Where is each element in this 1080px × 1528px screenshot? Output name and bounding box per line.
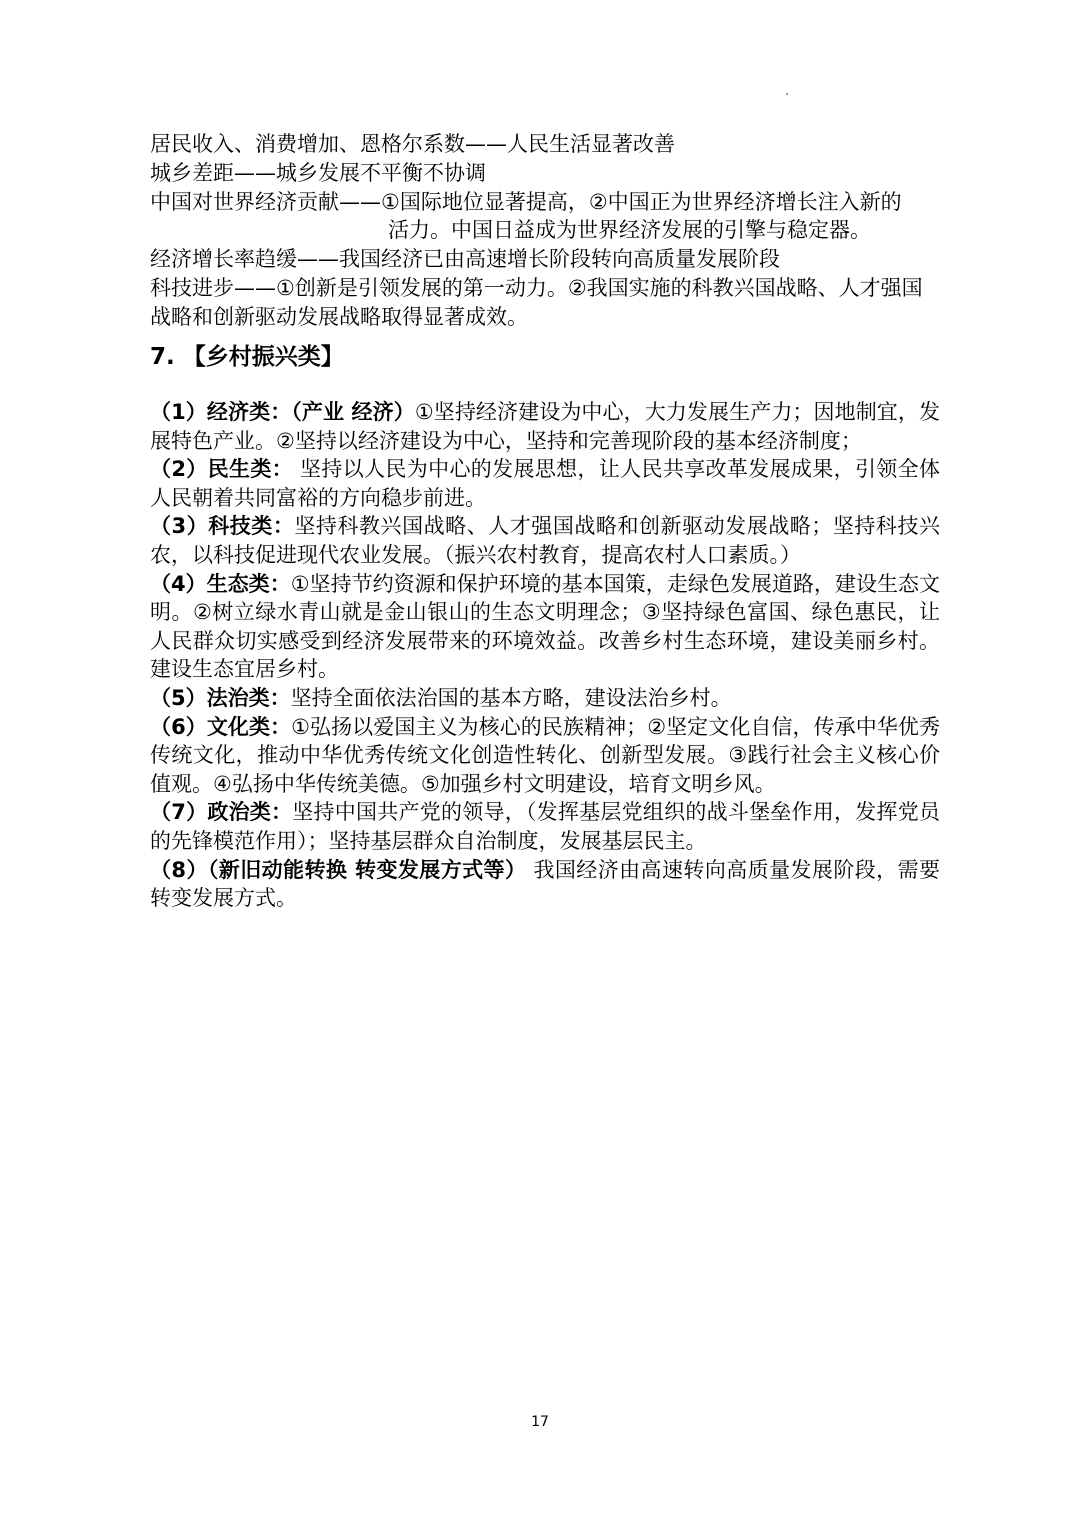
intro-line: 居民收入、消费增加、恩格尔系数——人民生活显著改善 [150, 132, 675, 156]
list-item [150, 455, 940, 512]
item-list [150, 398, 940, 913]
page-number: 17 [531, 1414, 549, 1430]
scan-speck [786, 93, 788, 95]
list-item [150, 512, 940, 569]
item-label: （2）民生类： [150, 457, 294, 482]
item-label: （6）文化类： [150, 714, 292, 739]
intro-line-continuation: 活力。中国日益成为世界经济发展的引擎与稳定器。 [388, 218, 871, 243]
intro-line: 中国对世界经济贡献——①国际地位显著提高，②中国正为世界经济增长注入新的 [150, 189, 902, 214]
item-label: （4）生态类： [150, 571, 291, 596]
list-item [150, 798, 940, 855]
item-label: （5）法治类： [150, 685, 291, 710]
intro-line: 城乡差距——城乡发展不平衡不协调 [150, 160, 486, 185]
item-label: （1）经济类：（产业 经济） [150, 400, 415, 424]
intro-line: 经济增长率趋缓——我国经济已由高速增长阶段转向高质量发展阶段 [150, 247, 780, 272]
list-item [150, 398, 940, 455]
list-item [150, 570, 940, 684]
list-item [150, 684, 940, 713]
item-label: （8）（新旧动能转换 转变发展方式等） [150, 857, 527, 882]
item-text: ①坚持节约资源和保护环境的基本国策，走绿色发展道路，建设生态文明。②树立绿水青山就是金山银山的生态文明理念；③坚持绿色富国、绿色惠民，让人民群众切实感受到经济发展带来的环境效益。改善乡村生态环境，建设美丽乡村。建设生态宜居乡村。 [150, 571, 940, 682]
section-heading: 7. 【乡村振兴类】 [150, 344, 344, 370]
item-text: ①坚持经济建设为中心，大力发展生产力；因地制宜，发展特色产业。②坚持以经济建设为中心，坚持和完善现阶段的基本经济制度； [150, 400, 941, 453]
item-text: 坚持科教兴国战略、人才强国战略和创新驱动发展战略；坚持科技兴农，以科技促进现代农业发展。（振兴农村教育，提高农村人口素质。） [150, 514, 940, 567]
item-text: 我国经济由高速转向高质量发展阶段，需要转变发展方式。 [150, 857, 940, 911]
item-text: 坚持全面依法治国的基本方略，建设法治乡村。 [290, 685, 732, 710]
intro-line: 科技进步——①创新是引领发展的第一动力。②我国实施的科教兴国战略、人才强国战略和创新驱动发展战略取得显著成效。 [150, 275, 923, 329]
item-text: 坚持中国共产党的领导，（发挥基层党组织的战斗堡垒作用，发挥党员的先锋模范作用）；坚持基层群众自治制度，发展基层民主。 [150, 800, 940, 853]
list-item [150, 713, 940, 799]
intro-block [150, 130, 940, 332]
item-label: （3）科技类： [150, 514, 295, 539]
item-text: 坚持以人民为中心的发展思想，让人民共享改革发展成果，引领全体人民朝着共同富裕的方向稳步前进。 [150, 457, 940, 510]
item-label: （7）政治类： [150, 800, 293, 825]
list-item [150, 856, 940, 913]
item-text: ①弘扬以爱国主义为核心的民族精神；②坚定文化自信，传承中华优秀传统文化，推动中华优秀传统文化创造性转化、创新型发展。③践行社会主义核心价值观。④弘扬中华传统美德。⑤加强乡村文明建设，培育文明乡风。 [150, 714, 940, 796]
